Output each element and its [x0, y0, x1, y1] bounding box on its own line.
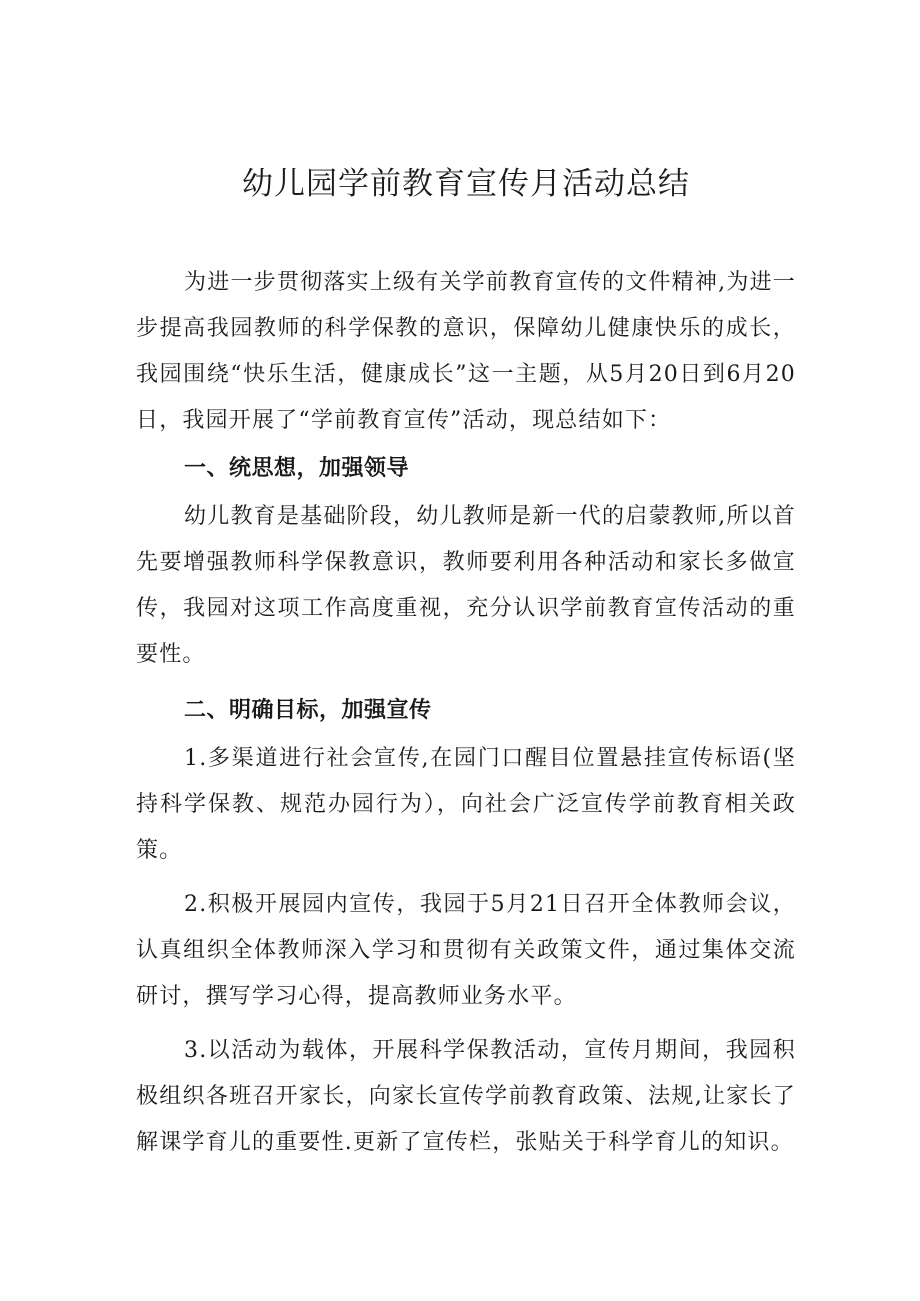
item-spacer — [136, 874, 796, 882]
section-heading-2: 二、明确目标，加强宣传 — [184, 698, 432, 723]
item-spacer — [136, 1020, 796, 1028]
section-2-item-2: 2.积极开展园内宣传，我园于5月21日召开全体教师会议，认真组织全体教师深入学习和贯彻有关政策文件，通过集体交流研讨，撰写学习心得，提高教师业务水平。 — [136, 892, 796, 1009]
section-spacer — [136, 678, 796, 686]
document-title: 幼儿园学前教育宣传月活动总结 — [242, 166, 690, 202]
document-page — [136, 0, 796, 1301]
document-body — [136, 260, 796, 1166]
section-heading-1: 一、统思想，加强领导 — [184, 456, 410, 481]
section-1-paragraph: 幼儿教育是基础阶段，幼儿教师是新一代的启蒙教师,所以首先要增强教师科学保教意识，教师要利用各种活动和家长多做宣传，我园对这项工作高度重视，充分认识学前教育宣传活动的重要性。 — [136, 504, 796, 667]
section-2-item-3: 3.以活动为载体，开展科学保教活动，宣传月期间，我园积极组织各班召开家长，向家长宣传学前教育政策、法规,让家长了解课学育儿的重要性.更新了宣传栏，张贴关于科学育儿的知识。 — [136, 1038, 796, 1155]
intro-paragraph: 为进一步贯彻落实上级有关学前教育宣传的文件精神,为进一步提高我园教师的科学保教的意识，保障幼儿健康快乐的成长，我园围绕“快乐生活，健康成长”这一主题，从5月20日到6月20日，我园开展了“学前教育宣传”活动，现总结如下： — [136, 270, 796, 433]
section-2-item-1: 1.多渠道进行社会宣传,在园门口醒目位置悬挂宣传标语(坚持科学保教、规范办园行为），向社会广泛宣传学前教育相关政策。 — [136, 746, 796, 863]
